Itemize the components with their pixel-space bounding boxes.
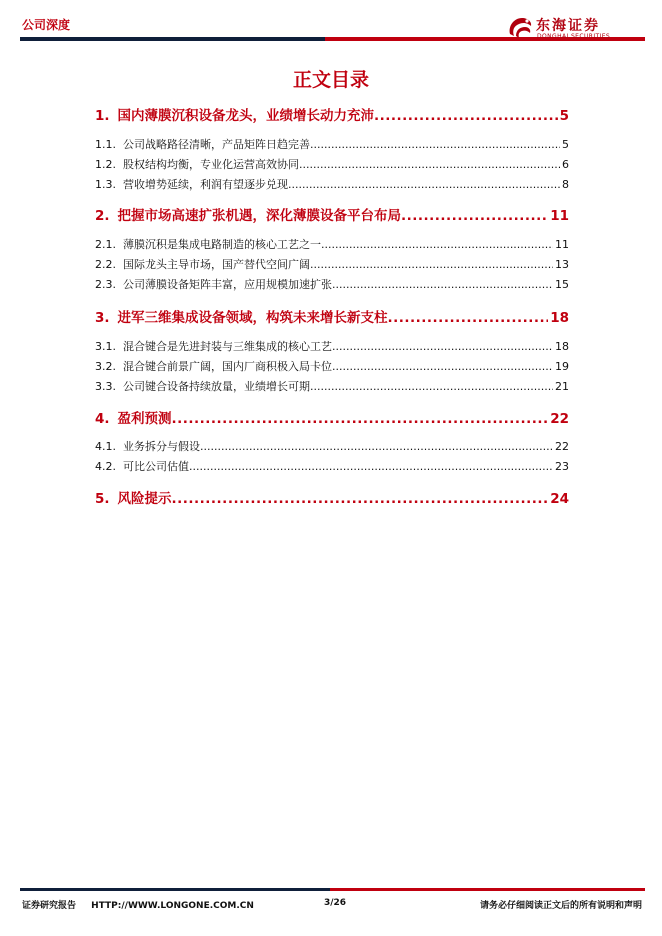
toc-section-page: 11 [550, 208, 569, 224]
toc-section-4[interactable] [95, 407, 569, 427]
toc-leader-dots [288, 178, 560, 191]
logo-chinese-name: 东海证券 [536, 18, 600, 34]
toc-subsection-3-1[interactable] [95, 338, 569, 354]
toc-section-title: 进军三维集成设备领域，构筑未来增长新支柱 [117, 310, 388, 326]
toc-leader-dots [310, 138, 560, 151]
page-number: 3/26 [323, 898, 347, 908]
toc-leader-dots [388, 310, 549, 326]
toc-subsection-title: 可比公司估值 [123, 460, 189, 473]
toc-subsection-page: 8 [562, 178, 569, 191]
toc-subsection-title: 业务拆分与假设 [123, 440, 200, 453]
toc-leader-dots [189, 460, 553, 473]
footer-divider-dark [20, 888, 330, 891]
toc-section-2[interactable] [95, 204, 569, 224]
toc-subsection-2-3[interactable] [95, 276, 569, 292]
toc-leader-dots [332, 360, 553, 373]
toc-subsection-number: 3.2. [95, 360, 116, 373]
toc-section-1[interactable] [95, 104, 569, 124]
toc-subsection-4-2[interactable] [95, 458, 569, 474]
toc-subsection-title: 混合键合是先进封装与三维集成的核心工艺 [123, 340, 332, 353]
footer-left [22, 898, 254, 911]
toc-leader-dots [310, 258, 553, 271]
toc-subsection-page: 18 [555, 340, 569, 353]
company-logo [506, 14, 646, 40]
toc-leader-dots [321, 238, 553, 251]
toc-leader-dots [374, 108, 558, 124]
header-divider-dark [20, 37, 325, 41]
toc-subsection-title: 营收增势延续，利润有望逐步兑现 [123, 178, 288, 191]
toc-subsection-1-1[interactable] [95, 136, 569, 152]
toc-subsection-4-1[interactable] [95, 438, 569, 454]
toc-section-number: 5. [95, 491, 110, 507]
toc-section-title: 风险提示 [117, 491, 172, 507]
toc-subsection-number: 3.1. [95, 340, 116, 353]
report-type-label: 公司深度 [22, 18, 71, 32]
toc-subsection-page: 21 [555, 380, 569, 393]
toc-leader-dots [200, 440, 553, 453]
toc-section-page: 18 [550, 310, 569, 326]
toc-leader-dots [299, 158, 560, 171]
toc-leader-dots [332, 278, 553, 291]
toc-section-title: 国内薄膜沉积设备龙头，业绩增长动力充沛 [117, 108, 375, 124]
toc-subsection-number: 1.1. [95, 138, 116, 151]
toc-subsection-page: 19 [555, 360, 569, 373]
toc-section-number: 3. [95, 310, 110, 326]
toc-section-title: 把握市场高速扩张机遇，深化薄膜设备平台布局 [117, 208, 402, 224]
toc-title: 正文目录 [292, 69, 369, 91]
toc-leader-dots [172, 411, 549, 427]
toc-subsection-number: 4.1. [95, 440, 116, 453]
toc-subsection-page: 6 [562, 158, 569, 171]
logo-english-name: DONGHAI SECURITIES [537, 33, 611, 40]
toc-subsection-number: 1.2. [95, 158, 116, 171]
toc-subsection-number: 2.3. [95, 278, 116, 291]
toc-subsection-number: 3.3. [95, 380, 116, 393]
toc-subsection-2-1[interactable] [95, 236, 569, 252]
toc-subsection-page: 13 [555, 258, 569, 271]
toc-section-page: 22 [550, 411, 569, 427]
toc-subsection-title: 薄膜沉积是集成电路制造的核心工艺之一 [123, 238, 321, 251]
toc-section-number: 2. [95, 208, 110, 224]
toc-section-page: 5 [559, 108, 569, 124]
toc-subsection-1-3[interactable] [95, 176, 569, 192]
toc-leader-dots [401, 208, 548, 224]
toc-section-3[interactable] [95, 306, 569, 326]
toc-subsection-2-2[interactable] [95, 256, 569, 272]
footer-report-label: 证券研究报告 [22, 901, 77, 911]
toc-subsection-page: 5 [562, 138, 569, 151]
toc-subsection-title: 公司薄膜设备矩阵丰富，应用规模加速扩张 [123, 278, 332, 291]
toc-subsection-number: 1.3. [95, 178, 116, 191]
toc-leader-dots [172, 491, 549, 507]
toc-leader-dots [332, 340, 553, 353]
toc-subsection-title: 公司键合设备持续放量，业绩增长可期 [123, 380, 310, 393]
toc-subsection-title: 国际龙头主导市场，国产替代空间广阔 [123, 258, 310, 271]
toc-leader-dots [310, 380, 553, 393]
toc-section-page: 24 [550, 491, 569, 507]
toc-section-number: 1. [95, 108, 110, 124]
toc-subsection-page: 15 [555, 278, 569, 291]
toc-subsection-page: 23 [555, 460, 569, 473]
toc-subsection-3-3[interactable] [95, 378, 569, 394]
toc-subsection-page: 22 [555, 440, 569, 453]
toc-subsection-title: 股权结构均衡，专业化运营高效协同 [123, 158, 299, 171]
toc-subsection-1-2[interactable] [95, 156, 569, 172]
toc-section-number: 4. [95, 411, 110, 427]
toc-subsection-number: 2.1. [95, 238, 116, 251]
toc-subsection-number: 4.2. [95, 460, 116, 473]
toc-subsection-3-2[interactable] [95, 358, 569, 374]
footer-website-link[interactable]: HTTP://WWW.LONGONE.COM.CN [91, 901, 254, 911]
footer-divider-red [330, 888, 645, 891]
footer-disclaimer: 请务必仔细阅读正文后的所有说明和声明 [479, 901, 642, 911]
toc-subsection-title: 混合键合前景广阔，国内厂商积极入局卡位 [123, 360, 332, 373]
toc-subsection-page: 11 [555, 238, 569, 251]
toc-section-title: 盈利预测 [117, 411, 172, 427]
toc-subsection-title: 公司战略路径清晰，产品矩阵日趋完善 [123, 138, 310, 151]
logo-mark-icon [506, 14, 534, 40]
toc-section-5[interactable] [95, 487, 569, 507]
toc-subsection-number: 2.2. [95, 258, 116, 271]
